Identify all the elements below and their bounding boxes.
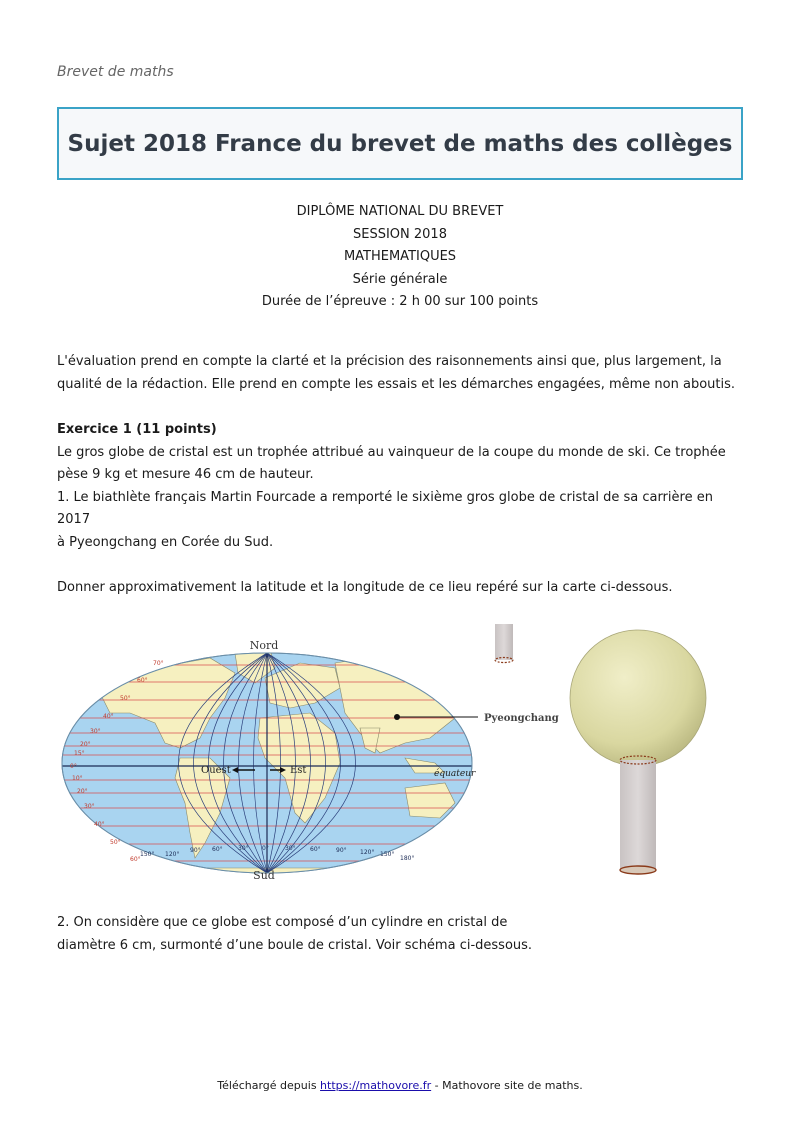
lon-label: 60° [310,846,321,853]
page-title: Sujet 2018 France du brevet de maths des collèges [67,130,733,157]
lon-label: 150° [380,851,395,858]
exam-info-line: SESSION 2018 [353,226,447,242]
pyeongchang-label: Pyeongchang [484,713,559,724]
lon-label: 0° [262,845,269,852]
exercise-text: pèse 9 kg et mesure 46 cm de hauteur. [57,467,314,482]
lon-label: 90° [336,847,347,854]
south-label: Sud [253,869,275,882]
exam-info-line: MATHEMATIQUES [343,249,457,264]
lat-label: 20° [77,788,88,795]
question-1-instruction: Donner approximativement la latitude et la longitude de ce lieu repéré sur la carte ci-dessous. [57,579,673,595]
lat-label: 30° [84,803,95,810]
question-1-text: à Pyeongchang en Corée du Sud. [57,534,274,550]
world-map [60,648,480,888]
question-2-text: diamètre 6 cm, surmonté d’une boule de cristal. Voir schéma ci-dessous. [57,937,533,953]
title-box [57,107,743,180]
exam-info [0,201,800,314]
exam-info-line: Durée de l’épreuve : 2 h 00 sur 100 points [261,294,539,309]
figure-map-and-globe [60,618,740,888]
exam-info-line: Série générale [352,271,448,287]
lon-label: 120° [360,849,375,856]
lat-label: 20° [80,741,91,748]
globe-trophy-drawing [570,630,706,874]
exam-info-line: DIPLÔME NATIONAL DU BREVET [296,204,504,219]
north-label: Nord [249,639,279,652]
footer-prefix: Téléchargé depuis [217,1079,321,1092]
exercise-1 [57,419,747,599]
lon-label: 150° [140,851,155,858]
lat-label: 60° [130,856,141,863]
intro-paragraph [57,351,747,396]
footer-link[interactable]: https://mathovore.fr [320,1079,432,1092]
equator-label: équateur [434,769,476,779]
lat-label: 60° [137,677,148,684]
crystal-cylinder [620,760,656,870]
header-label: Brevet de maths [57,64,174,80]
west-label: Ouest [201,765,231,776]
lat-label: 70° [153,660,164,667]
figure-svg [60,618,740,888]
lat-label: 10° [72,775,83,782]
lon-label: 60° [212,846,223,853]
lon-label: 90° [190,847,201,854]
lat-label: 30° [90,728,101,735]
intro-line: qualité de la rédaction. Elle prend en compte les essais et les démarches engagées, même non aboutis. [57,376,736,392]
question-2 [57,912,747,957]
lon-label: 180° [400,855,415,862]
lon-label: 30° [238,845,249,852]
footer-suffix: - Mathovore site de maths. [431,1079,583,1092]
lon-label: 120° [165,851,180,858]
exercise-text: Le gros globe de cristal est un trophée attribué au vainqueur de la coupe du monde de ski. Ce trophée [57,444,726,460]
east-label: Est [290,765,307,776]
lat-label: 50° [120,695,131,702]
question-1-text: 1. Le biathlète français Martin Fourcade a remporté le sixième gros globe de cristal de sa carrière en 2017 [57,489,713,527]
lat-label: 50° [110,839,121,846]
intro-line: L'évaluation prend en compte la clarté et la précision des raisonnements ainsi que, plus largement, la [57,354,722,369]
footer [0,1079,800,1092]
lat-label: 40° [94,821,105,828]
lat-label: 40° [103,713,114,720]
lon-label: 30° [285,845,296,852]
exercise-heading: Exercice 1 (11 points) [57,422,217,437]
crystal-ball [570,630,706,766]
small-cylinder-drawing [495,624,513,663]
lat-label: 15° [74,750,85,757]
lat-label: 0° [70,763,77,770]
question-2-text: 2. On considère que ce globe est composé d’un cylindre en cristal de [57,915,508,930]
